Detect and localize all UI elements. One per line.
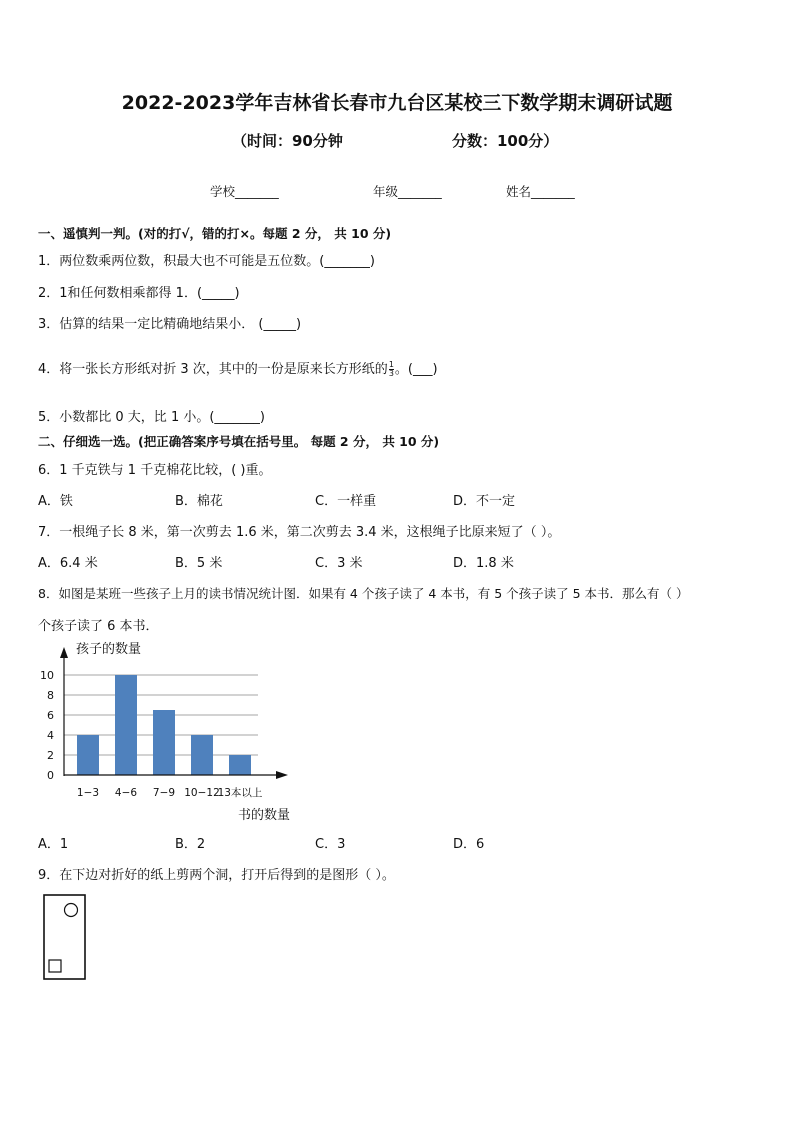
q7-option-b: B．5 米 <box>175 556 223 571</box>
question-5: 5．小数都比 0 大，比 1 小。(_______) <box>38 410 265 425</box>
square-hole-icon <box>49 960 61 972</box>
q8-option-d: D．6 <box>453 837 485 852</box>
bar-chart <box>30 638 330 833</box>
page-title: 2022-2023学年吉林省长春市九台区某校三下数学期末调研试题 <box>121 92 673 114</box>
q6-option-d: D．不一定 <box>453 494 516 509</box>
q6-option-a: A．铁 <box>38 494 73 509</box>
x-tick-label: 7−9 <box>152 787 176 799</box>
x-tick-label: 13本以上 <box>217 787 263 799</box>
bar <box>191 735 213 775</box>
name-field: 姓名_______ <box>506 184 575 199</box>
circle-hole-icon <box>65 904 78 917</box>
x-tick-label: 1−3 <box>76 787 100 799</box>
fraction <box>389 361 394 378</box>
question-8-line1: 8．如图是某班一些孩子上月的读书情况统计图．如果有 4 个孩子读了 4 本书，有 5 个孩子读了 5 本书．那么有（ ） <box>38 586 689 601</box>
question-3: 3．估算的结果一定比精确地结果小． (_____) <box>38 317 302 332</box>
bar <box>77 735 99 775</box>
question-2: 2．1和任何数相乘都得 1．(_____) <box>38 286 240 301</box>
question-4 <box>38 358 438 378</box>
folded-paper-figure <box>40 892 90 984</box>
bar <box>229 755 251 775</box>
y-tick-label: 0 <box>47 769 54 782</box>
y-tick-label: 8 <box>47 689 54 702</box>
exam-score: 分数：100分） <box>452 132 559 150</box>
question-6: 6．1 千克铁与 1 千克棉花比较，( )重。 <box>38 463 272 478</box>
q6-option-b: B．棉花 <box>175 494 223 509</box>
fraction-numerator: 1 <box>388 360 394 369</box>
x-tick-label: 4−6 <box>114 787 138 799</box>
q7-option-c: C．3 米 <box>315 556 363 571</box>
question-7: 7．一根绳子长 8 米，第一次剪去 1.6 米，第二次剪去 3.4 米，这根绳子比原来短了（ ）。 <box>38 525 561 540</box>
question-4-blank: 。(___) <box>394 362 438 377</box>
q6-option-c: C．一样重 <box>315 494 377 509</box>
q7-option-a: A．6.4 米 <box>38 556 98 571</box>
y-tick-label: 4 <box>47 729 54 742</box>
y-tick-label: 6 <box>47 709 54 722</box>
y-tick-label: 2 <box>47 749 54 762</box>
question-4-text: 4．将一张长方形纸对折 3 次，其中的一份是原来长方形纸的 <box>38 362 388 377</box>
q8-option-a: A．1 <box>38 837 69 852</box>
q8-option-b: B．2 <box>175 837 206 852</box>
q7-option-d: D．1.8 米 <box>453 556 514 571</box>
fraction-denominator: 3 <box>388 369 394 378</box>
question-9: 9．在下边对折好的纸上剪两个洞，打开后得到的是图形（ ）。 <box>38 868 395 883</box>
y-axis-arrow-icon <box>60 647 68 658</box>
y-tick-label: 10 <box>40 669 54 682</box>
question-8-line2: 个孩子读了 6 本书． <box>38 619 159 634</box>
section1-heading: 一、遥慎判一判。(对的打√，错的打×。每题 2 分， 共 10 分) <box>38 226 392 241</box>
x-tick-label: 10−12 <box>184 787 220 799</box>
school-field: 学校_______ <box>210 184 279 199</box>
question-1: 1．两位数乘两位数，积最大也不可能是五位数。(_______) <box>38 254 375 269</box>
x-axis-title: 书的数量 <box>238 808 291 823</box>
x-axis-arrow-icon <box>276 771 288 779</box>
bar <box>115 675 137 775</box>
exam-time: （时间：90分钟 <box>232 132 343 150</box>
section2-heading: 二、仔细选一选。(把正确答案序号填在括号里。 每题 2 分， 共 10 分) <box>38 434 440 449</box>
grade-field: 年级_______ <box>373 184 442 199</box>
bar <box>153 710 175 775</box>
y-axis-title: 孩子的数量 <box>76 642 142 657</box>
q8-option-c: C．3 <box>315 837 346 852</box>
